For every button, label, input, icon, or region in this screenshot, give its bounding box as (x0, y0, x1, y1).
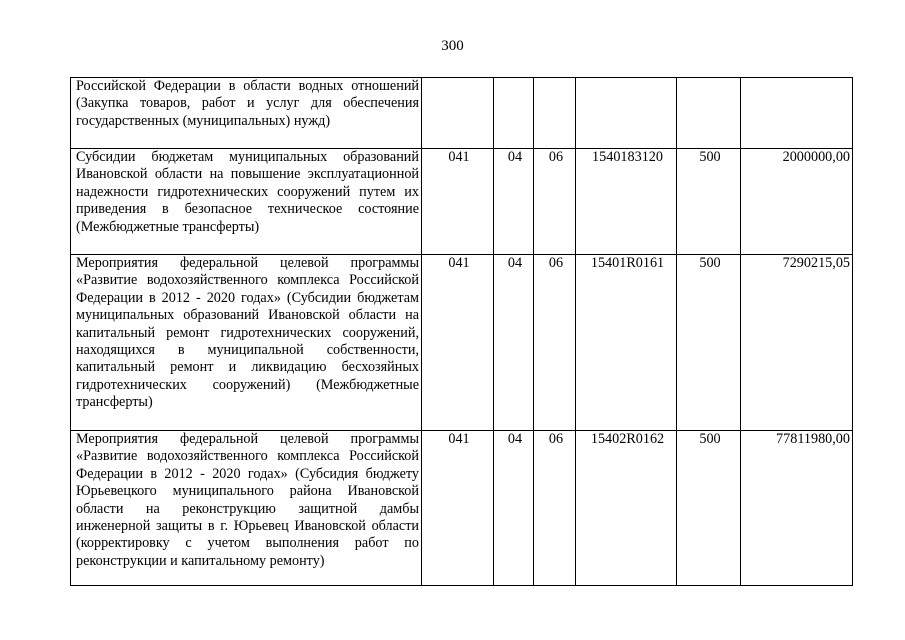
page-number: 300 (441, 38, 464, 54)
grbs-code: 041 (422, 149, 494, 255)
expense-type-code: 500 (677, 255, 741, 431)
subsection-code: 06 (534, 255, 576, 431)
section-code: 04 (494, 255, 534, 431)
grbs-code: 041 (422, 255, 494, 431)
target-article-code: 15402R0162 (576, 431, 677, 586)
row-description: Мероприятия федеральной целевой программы «Развитие водохозяйственного комплекса Российской Федерации в 2012 - 2020 годах» (Субсидии бюджетам муниципальных образований Ивановской области на капитальный ремонт гидротехнических сооружений, находящихся в муниципальной собственности, капитальный ремонт и ликвидацию бесхозяйных гидротехнических сооружений) (Межбюджетные трансферты) (71, 255, 422, 431)
expense-type-code (677, 78, 741, 149)
expense-type-code: 500 (677, 149, 741, 255)
amount: 2000000,00 (741, 149, 853, 255)
grbs-code: 041 (422, 431, 494, 586)
target-article-code: 1540183120 (576, 149, 677, 255)
budget-table (70, 77, 853, 586)
amount: 7290215,05 (741, 255, 853, 431)
amount (741, 78, 853, 149)
row-description: Мероприятия федеральной целевой программы «Развитие водохозяйственного комплекса Российской Федерации в 2012 - 2020 годах» (Субсидия бюджету Юрьевецкого муниципального района Ивановской области на реконструкцию защитной дамбы инженерной защиты в г. Юрьевец Ивановской области (корректировку с учетом выполнения работ по реконструкции и капитальному ремонту) (71, 431, 422, 586)
expense-type-code: 500 (677, 431, 741, 586)
subsection-code: 06 (534, 149, 576, 255)
section-code: 04 (494, 431, 534, 586)
table-row (71, 78, 853, 149)
subsection-code: 06 (534, 431, 576, 586)
row-description: Субсидии бюджетам муниципальных образований Ивановской области на повышение эксплуатационной надежности гидротехнических сооружений путем их приведения в безопасное техническое состояние (Межбюджетные трансферты) (71, 149, 422, 255)
target-article-code (576, 78, 677, 149)
section-code (494, 78, 534, 149)
row-description: Российской Федерации в области водных отношений (Закупка товаров, работ и услуг для обеспечения государственных (муниципальных) нужд) (71, 78, 422, 149)
table-row (71, 431, 853, 586)
subsection-code (534, 78, 576, 149)
grbs-code (422, 78, 494, 149)
section-code: 04 (494, 149, 534, 255)
target-article-code: 15401R0161 (576, 255, 677, 431)
table-row (71, 255, 853, 431)
table-row (71, 149, 853, 255)
amount: 77811980,00 (741, 431, 853, 586)
